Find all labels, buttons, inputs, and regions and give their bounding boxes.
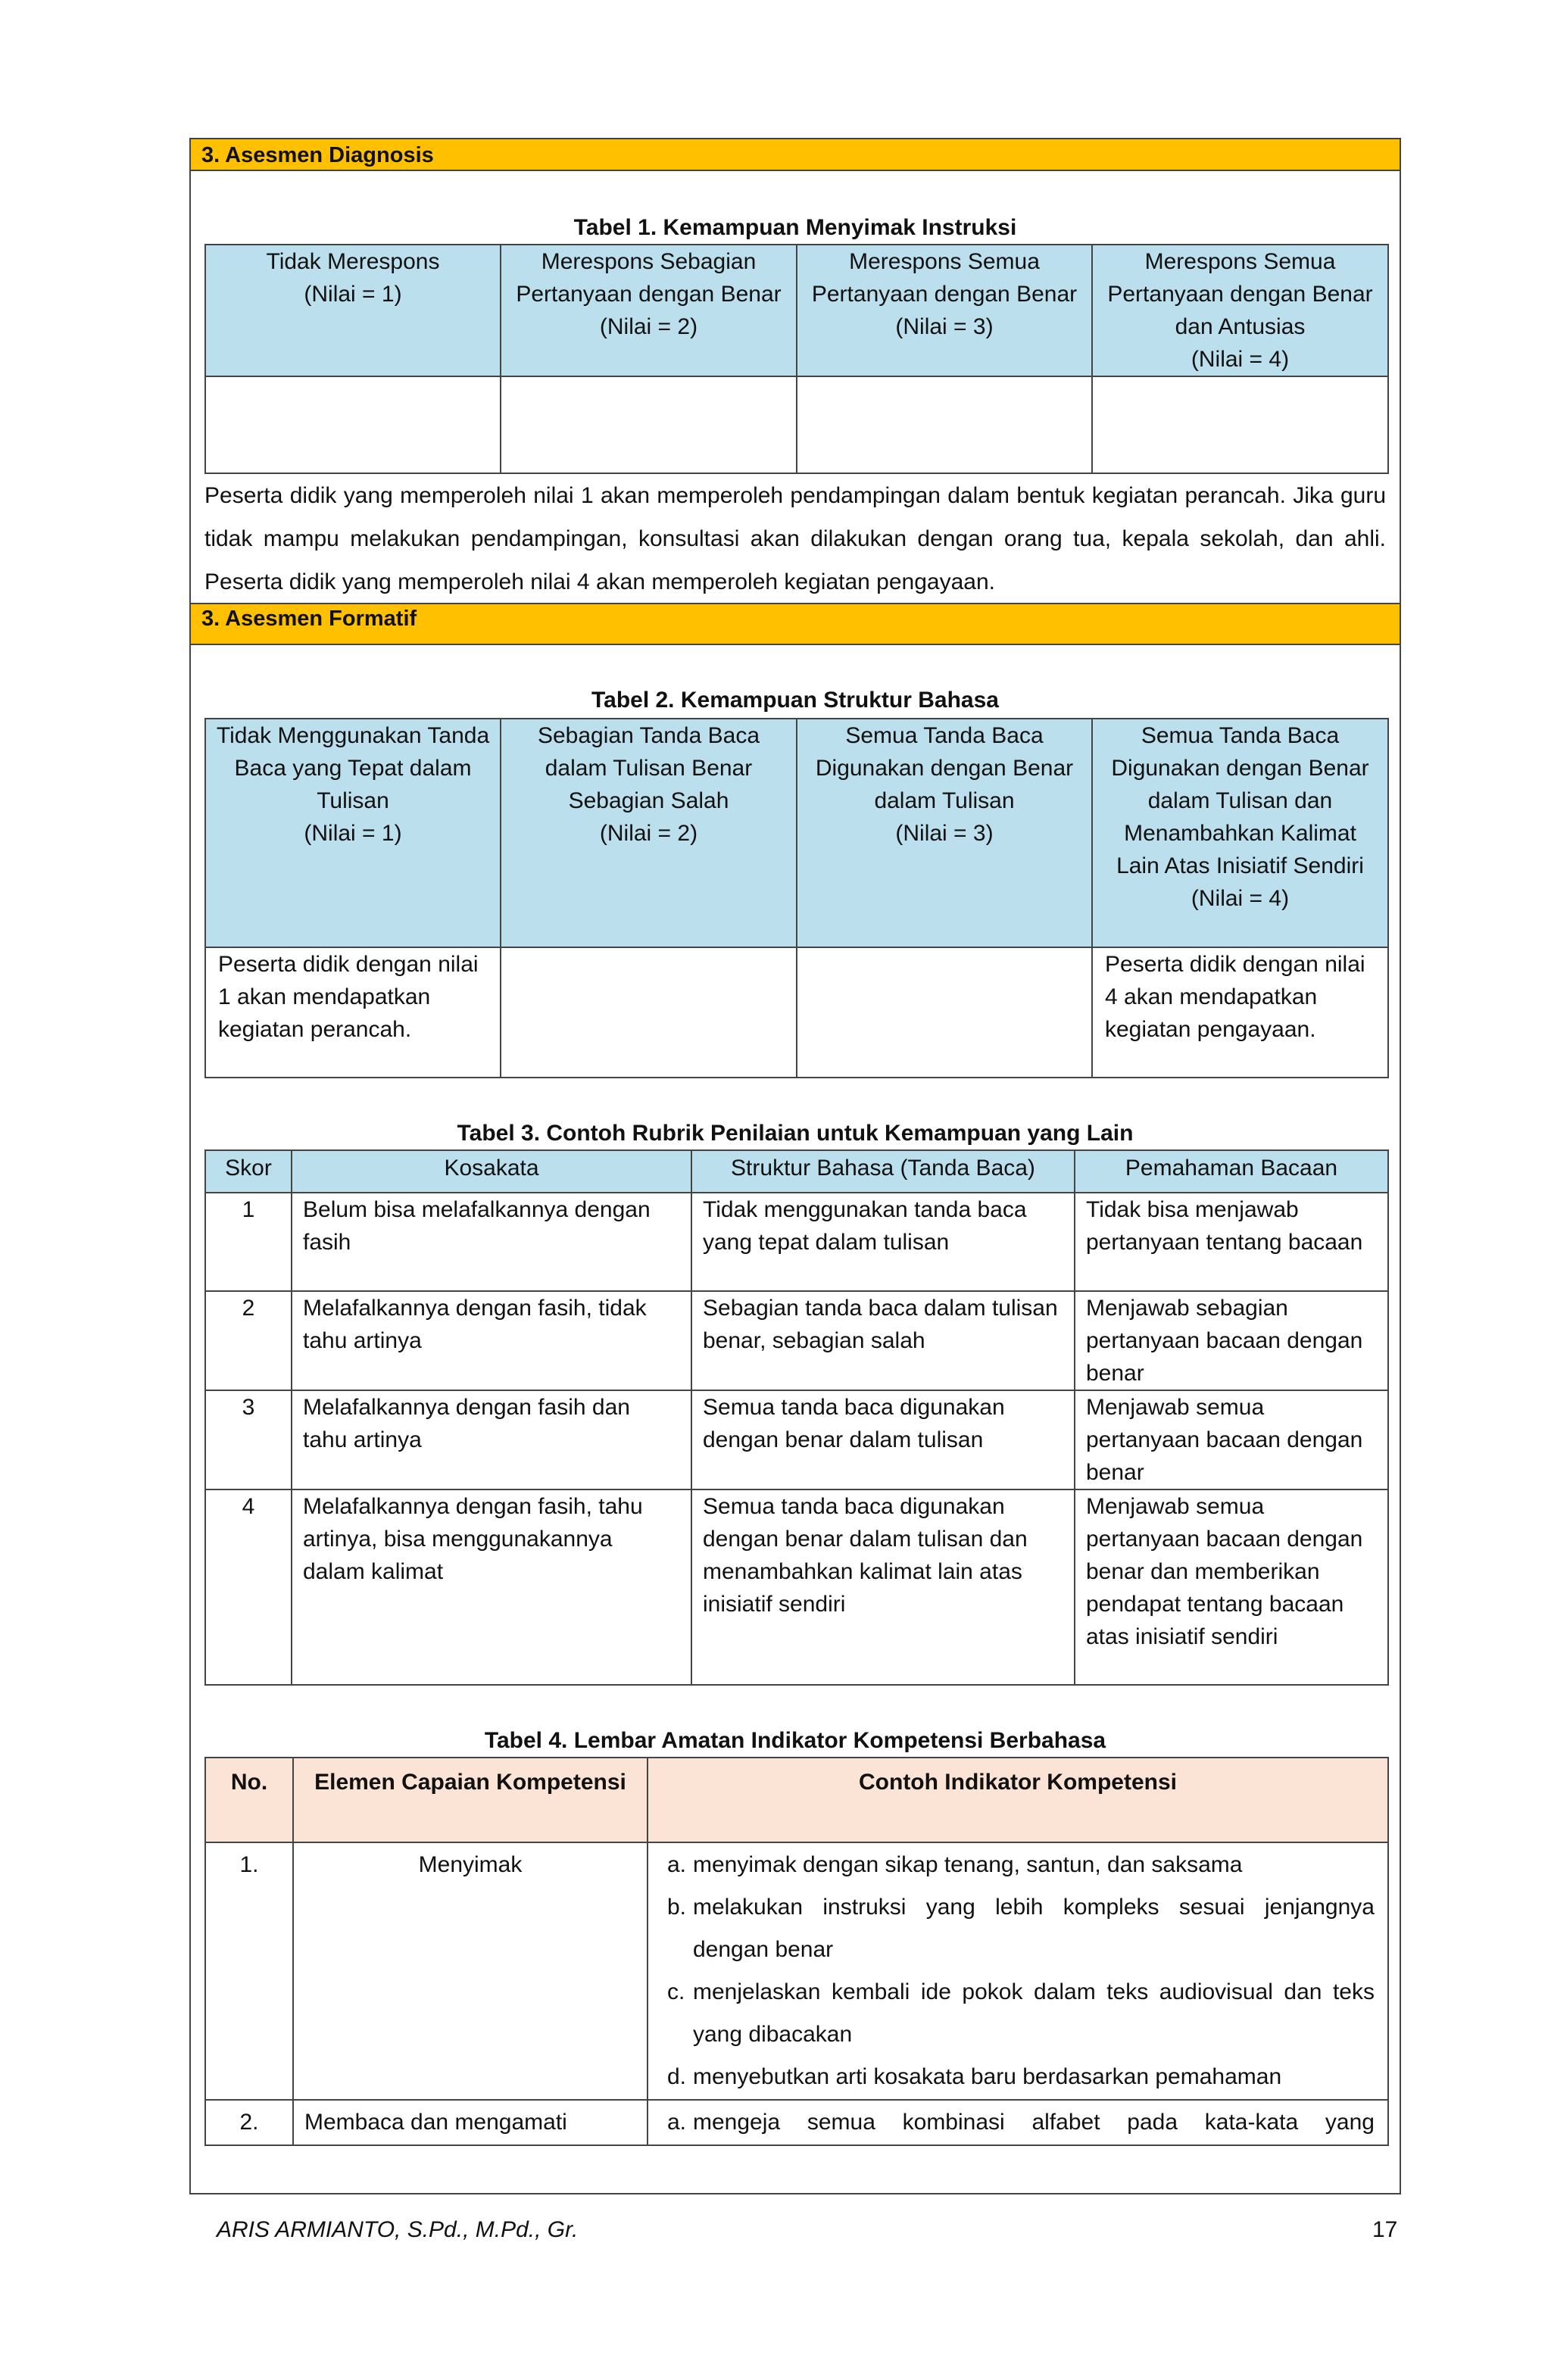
table3-cell: Tidak bisa menjawab pertanyaan tentang bacaan xyxy=(1075,1193,1388,1291)
table4 xyxy=(204,1757,1389,2146)
section-heading-formatif: 3. Asesmen Formatif xyxy=(191,603,1400,645)
table1-header-label: Merespons Semua Pertanyaan dengan Benar dan Antusias xyxy=(1107,249,1373,339)
list-item xyxy=(649,1971,1387,2056)
table3-score: 1 xyxy=(205,1193,292,1291)
indicator-text: melakukan instruksi yang lebih kompleks sesuai jenjangnya dengan benar xyxy=(693,1895,1375,1962)
table3-cell: Belum bisa melafalkannya dengan fasih xyxy=(292,1193,691,1291)
table1-empty-cell xyxy=(797,376,1092,473)
table3-cell: Sebagian tanda baca dalam tulisan benar, sebagian salah xyxy=(691,1291,1075,1390)
table4-element: Menyimak xyxy=(293,1842,648,2100)
table3-header: Kosakata xyxy=(292,1150,691,1193)
table4-header: Contoh Indikator Kompetensi xyxy=(648,1758,1388,1842)
section-heading-diagnosis: 3. Asesmen Diagnosis xyxy=(191,139,1400,171)
table2-header-label: Tidak Menggunakan Tanda Baca yang Tepat dalam Tulisan xyxy=(216,723,490,813)
table2-caption: Tabel 2. Kemampuan Struktur Bahasa xyxy=(591,688,999,713)
table1-header-label: Merespons Semua Pertanyaan dengan Benar xyxy=(811,249,1078,307)
table2-header-cell xyxy=(205,719,501,947)
table4-element: Membaca dan mengamati xyxy=(293,2100,648,2145)
list-item xyxy=(649,1844,1387,1886)
list-item xyxy=(649,2101,1387,2144)
table-row xyxy=(205,1390,1388,1489)
table2-header-value: (Nilai = 3) xyxy=(895,821,994,846)
table4-number: 2. xyxy=(205,2100,293,2145)
table2 xyxy=(204,718,1389,1078)
table1-header-cell xyxy=(205,245,501,376)
table-row xyxy=(205,1489,1388,1685)
table1-header-cell xyxy=(1092,245,1388,376)
table1-header-cell xyxy=(501,245,797,376)
table-row xyxy=(205,2100,1388,2145)
table1-caption: Tabel 1. Kemampuan Menyimak Instruksi xyxy=(573,215,1017,240)
table3-cell: Menjawab semua pertanyaan bacaan dengan benar dan memberikan pendapat tentang bacaan atas inisiatif sendiri xyxy=(1075,1489,1388,1685)
table-row xyxy=(205,1193,1388,1291)
table4-indicators xyxy=(648,2100,1388,2145)
table3-header: Skor xyxy=(205,1150,292,1193)
table3-cell: Semua tanda baca digunakan dengan benar dalam tulisan xyxy=(691,1390,1075,1489)
table3-caption: Tabel 3. Contoh Rubrik Penilaian untuk Kemampuan yang Lain xyxy=(457,1121,1134,1146)
table3-cell: Menjawab semua pertanyaan bacaan dengan benar xyxy=(1075,1390,1388,1489)
table2-header-label: Semua Tanda Baca Digunakan dengan Benar dalam Tulisan xyxy=(815,723,1074,813)
table3-score: 3 xyxy=(205,1390,292,1489)
indicator-letter: c. xyxy=(667,1979,685,2004)
table1-header-cell xyxy=(797,245,1092,376)
indicator-text: menjelaskan kembali ide pokok dalam teks audiovisual dan teks yang dibacakan xyxy=(693,1979,1375,2047)
indicator-letter: a. xyxy=(667,1852,687,1877)
diagnosis-paragraph: Peserta didik yang memperoleh nilai 1 akan memperoleh pendampingan dalam bentuk kegiatan perancah. Jika guru tidak mampu melakukan pendampingan, konsultasi akan dilakukan dengan orang tua, kepala sekolah, dan ahli. Peserta didik yang memperoleh nilai 4 akan memperoleh kegiatan pengayaan. xyxy=(204,483,1386,594)
table4-header: No. xyxy=(205,1758,293,1842)
table1-empty-cell xyxy=(501,376,797,473)
table1-header-value: (Nilai = 2) xyxy=(599,314,698,339)
table2-header-value: (Nilai = 4) xyxy=(1191,886,1290,911)
table1-header-value: (Nilai = 3) xyxy=(895,314,994,339)
table2-header-value: (Nilai = 1) xyxy=(304,821,402,846)
table2-body-cell xyxy=(797,947,1092,1078)
table1-empty-cell xyxy=(205,376,501,473)
table1 xyxy=(204,244,1389,474)
table4-number: 1. xyxy=(205,1842,293,2100)
table1-header-label: Tidak Merespons xyxy=(266,249,440,274)
table-row xyxy=(205,1842,1388,2100)
table2-header-label: Semua Tanda Baca Digunakan dengan Benar dalam Tulisan dan Menambahkan Kalimat Lain Atas Inisiatif Sendiri xyxy=(1111,723,1369,878)
table4-caption: Tabel 4. Lembar Amatan Indikator Kompetensi Berbahasa xyxy=(484,1728,1106,1753)
indicator-text: menyimak dengan sikap tenang, santun, dan saksama xyxy=(693,1852,1243,1877)
table3-cell: Melafalkannya dengan fasih, tahu artinya, bisa menggunakannya dalam kalimat xyxy=(292,1489,691,1685)
table2-header-value: (Nilai = 2) xyxy=(599,821,698,846)
table1-header-value: (Nilai = 1) xyxy=(304,282,402,307)
table3-header: Pemahaman Bacaan xyxy=(1075,1150,1388,1193)
indicator-letter: d. xyxy=(667,2064,687,2089)
table-row xyxy=(205,1291,1388,1390)
table1-empty-cell xyxy=(1092,376,1388,473)
table1-header-label: Merespons Sebagian Pertanyaan dengan Benar xyxy=(516,249,782,307)
table3 xyxy=(204,1149,1389,1686)
indicator-letter: b. xyxy=(667,1895,687,1920)
page-number: 17 xyxy=(1372,2217,1398,2242)
indicator-letter: a. xyxy=(667,2110,687,2135)
content-frame xyxy=(189,138,1401,2194)
table4-indicators xyxy=(648,1842,1388,2100)
table2-header-cell xyxy=(797,719,1092,947)
list-item xyxy=(649,1886,1387,1971)
table2-header-cell xyxy=(1092,719,1388,947)
table3-cell: Semua tanda baca digunakan dengan benar dalam tulisan dan menambahkan kalimat lain atas inisiatif sendiri xyxy=(691,1489,1075,1685)
table2-header-label: Sebagian Tanda Baca dalam Tulisan Benar Sebagian Salah xyxy=(537,723,760,813)
table3-cell: Tidak menggunakan tanda baca yang tepat dalam tulisan xyxy=(691,1193,1075,1291)
table2-header-cell xyxy=(501,719,797,947)
table3-cell: Menjawab sebagian pertanyaan bacaan dengan benar xyxy=(1075,1291,1388,1390)
table3-cell: Melafalkannya dengan fasih, tidak tahu artinya xyxy=(292,1291,691,1390)
table3-score: 2 xyxy=(205,1291,292,1390)
indicator-text: menyebutkan arti kosakata baru berdasarkan pemahaman xyxy=(693,2064,1282,2089)
table3-header: Struktur Bahasa (Tanda Baca) xyxy=(691,1150,1075,1193)
footer-author: ARIS ARMIANTO, S.Pd., M.Pd., Gr. xyxy=(217,2217,579,2242)
table3-cell: Melafalkannya dengan fasih dan tahu artinya xyxy=(292,1390,691,1489)
table4-header: Elemen Capaian Kompetensi xyxy=(293,1758,648,1842)
table2-body-cell: Peserta didik dengan nilai 1 akan mendapatkan kegiatan perancah. xyxy=(205,947,501,1078)
indicator-text: mengeja semua kombinasi alfabet pada kata-kata yang xyxy=(693,2110,1375,2135)
table2-body-cell xyxy=(501,947,797,1078)
table2-body-cell: Peserta didik dengan nilai 4 akan mendapatkan kegiatan pengayaan. xyxy=(1092,947,1388,1078)
table3-score: 4 xyxy=(205,1489,292,1685)
table1-header-value: (Nilai = 4) xyxy=(1191,347,1290,372)
list-item xyxy=(649,2056,1387,2098)
